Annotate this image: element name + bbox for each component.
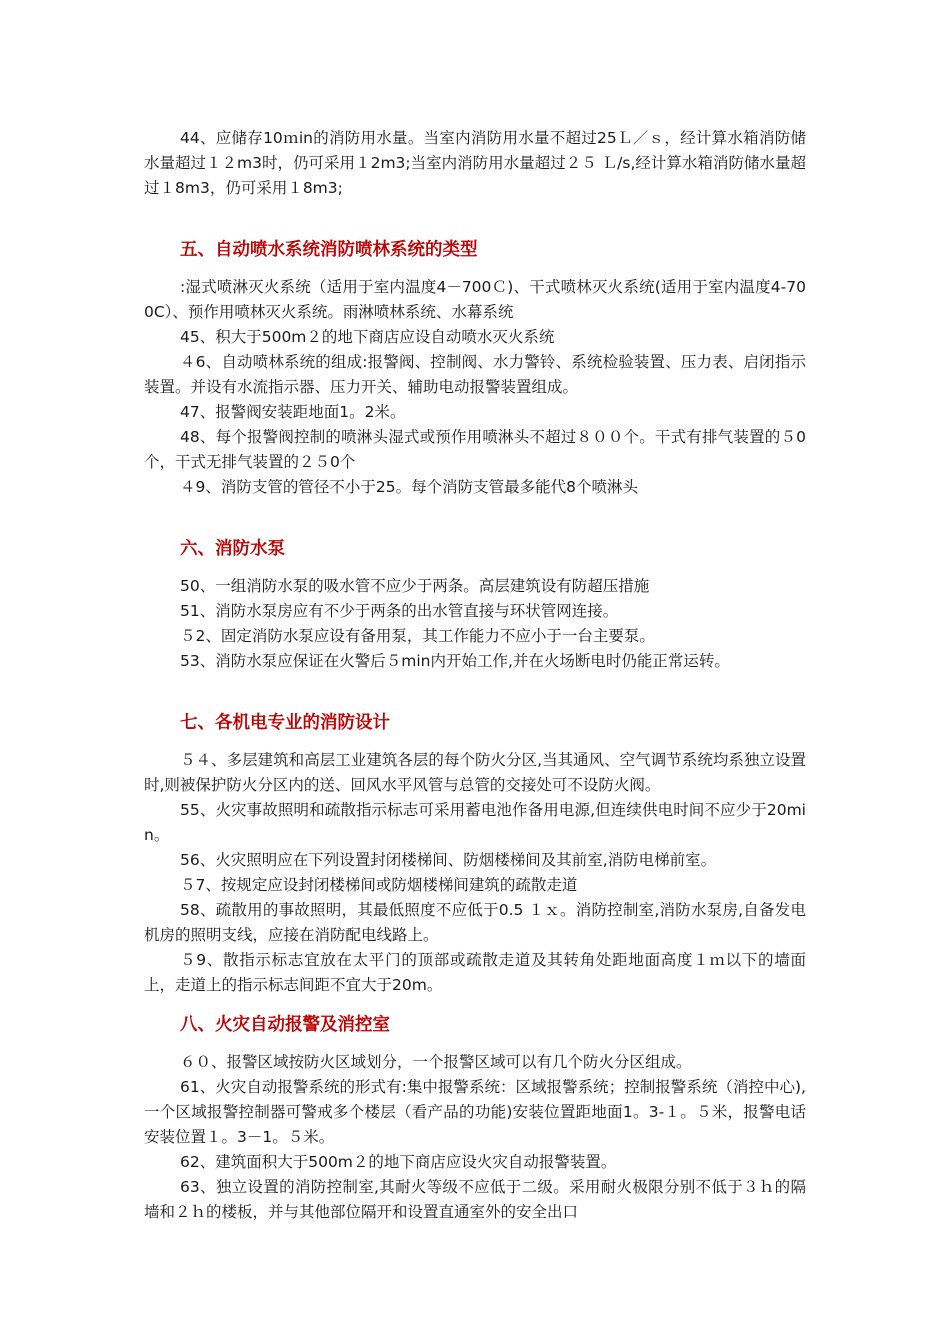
paragraph-58: 58、疏散用的事故照明，其最低照度不应低于0.5 １ｘ。消防控制室,消防水泵房,自备发电机房的照明支线，应接在消防配电线路上。: [144, 901, 806, 944]
paragraph-51: 51、消防水泵房应有不少于两条的出水管直接与环状管网连接。: [180, 602, 619, 620]
paragraph-52: ５2、固定消防水泵应设有备用泵，其工作能力不应小于一台主要泵。: [180, 627, 655, 645]
paragraph-54: ５４、多层建筑和高层工业建筑各层的每个防火分区,当其通风、空气调节系统均系独立设置时,则被保护防火分区内的送、回风水平风管与总管的交接处可不设防火阀。: [144, 751, 806, 794]
section-heading-8: 八、火灾自动报警及消控室: [180, 1015, 390, 1035]
paragraph-61: 61、火灾自动报警系统的形式有:集中报警系统：区域报警系统；控制报警系统（消控中心),一个区域报警控制器可警戒多个楼层（看产品的功能)安装位置距地面1。3-１。５米，报警电话安装位置１。3－1。５米。: [144, 1078, 806, 1146]
paragraph-50: 50、一组消防水泵的吸水管不应少于两条。高层建筑设有防超压措施: [180, 577, 650, 595]
paragraph-63: 63、独立设置的消防控制室,其耐火等级不应低于二级。采用耐火极限分别不低于３ｈ的隔墙和２ｈ的楼板，并与其他部位隔开和设置直通室外的安全出口: [144, 1178, 806, 1221]
paragraph-53: 53、消防水泵应保证在火警后５min内开始工作,并在火场断电时仍能正常运转。: [180, 652, 730, 670]
paragraph-45: 45、积大于500m２的地下商店应设自动喷水灭火系统: [180, 328, 555, 346]
paragraph-59: ５9、散指示标志宜放在太平门的顶部或疏散走道及其转角处距地面高度１ｍ以下的墙面上，走道上的指示标志间距不宜大于20m。: [144, 951, 806, 994]
section-heading-5: 五、自动喷水系统消防喷林系统的类型: [180, 240, 478, 260]
section-heading-6: 六、消防水泵: [180, 539, 285, 559]
paragraph-62: 62、建筑面积大于500m２的地下商店应设火灾自动报警装置。: [180, 1153, 617, 1171]
document-body: [144, 126, 806, 1225]
paragraph-46: ４6、自动喷林系统的组成:报警阀、控制阀、水力警铃、系统检验装置、压力表、启闭指示装置。并设有水流指示器、压力开关、辅助电动报警装置组成。: [144, 353, 806, 396]
paragraph-55: 55、火灾事故照明和疏散指示标志可采用蓄电池作备用电源,但连续供电时间不应少于20min。: [144, 801, 806, 844]
paragraph-sprinkler-types: :湿式喷淋灭火系统（适用于室内温度4－700Ｃ)、干式喷林灭火系统(适用于室内温度4-700C）、预作用喷林灭火系统。雨淋喷林系统、水幕系统: [144, 278, 806, 321]
paragraph-49: ４9、消防支管的管径不小于25。每个消防支管最多能代8个喷淋头: [180, 478, 638, 496]
paragraph-44: 44、应储存10ｍin的消防用水量。当室内消防用水量不超过25Ｌ／ｓ，经计算水箱消防储水量超过１２m3时，仍可采用１2m3;当室内消防用水量超过２５ Ｌ/s,经计算水箱消防储水量超过１8m3，仍可采用１8m3;: [144, 129, 806, 197]
paragraph-60: ６０、报警区域按防火区域划分，一个报警区域可以有几个防火分区组成。: [180, 1053, 692, 1071]
paragraph-57: ５7、按规定应设封闭楼梯间或防烟楼梯间建筑的疏散走道: [180, 876, 578, 894]
paragraph-56: 56、火灾照明应在下列设置封闭楼梯间、防烟楼梯间及其前室,消防电梯前室。: [180, 851, 717, 869]
paragraph-47: 47、报警阀安装距地面1。2米。: [180, 403, 406, 421]
paragraph-48: 48、每个报警阀控制的喷淋头湿式或预作用喷淋头不超过８００个。干式有排气装置的５0个，干式无排气装置的２５0个: [144, 428, 806, 471]
section-heading-7: 七、各机电专业的消防设计: [180, 713, 390, 733]
